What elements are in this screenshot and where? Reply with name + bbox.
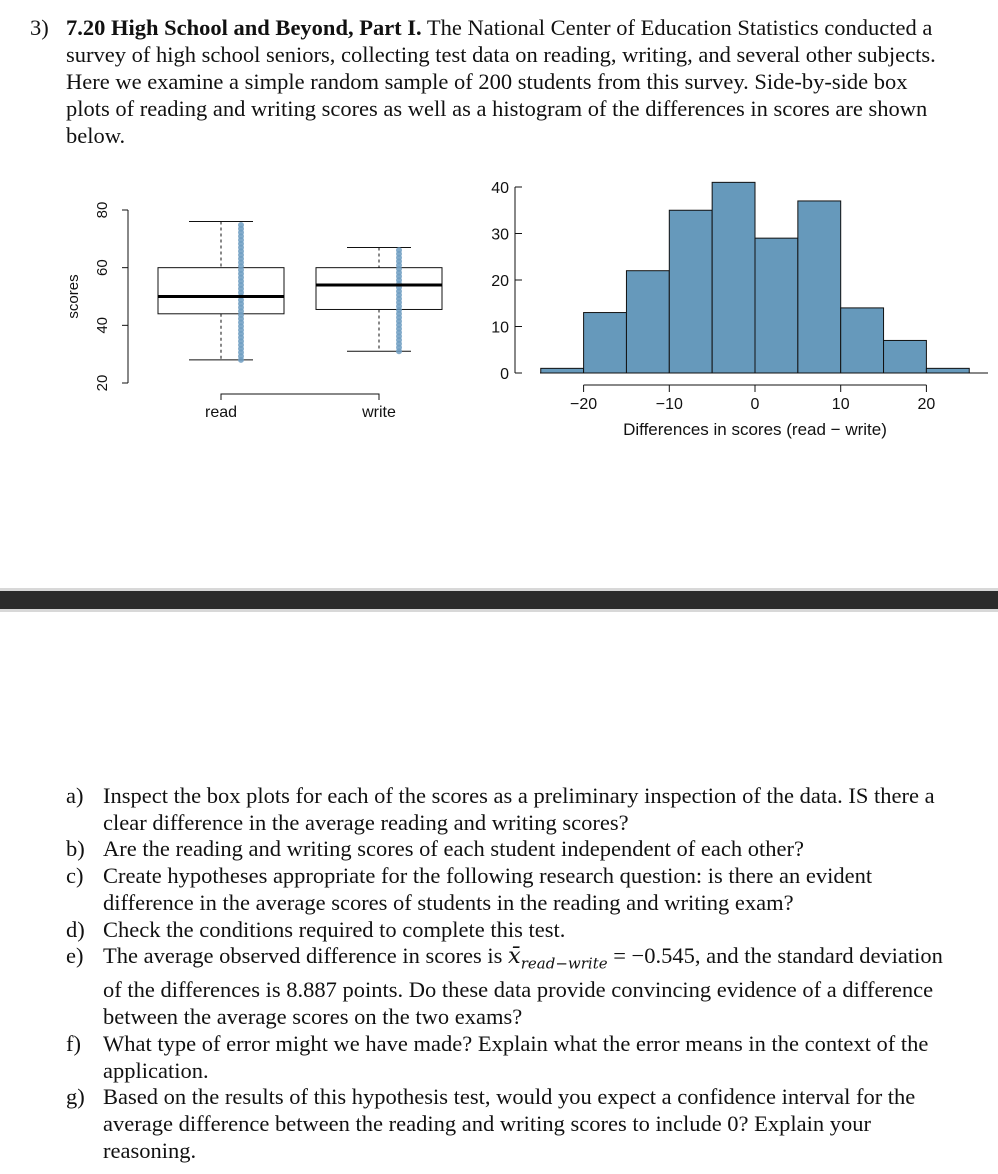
- hist-y-tick-label: 30: [491, 226, 509, 244]
- question-f: f) What type of error might we have made? Explain what the error means in the context of the application.: [66, 1030, 929, 1083]
- hist-bar: [884, 340, 927, 373]
- hist-x-tick-label: −10: [655, 396, 683, 413]
- y-tick-label: 80: [94, 201, 111, 219]
- hist-bar: [798, 201, 841, 373]
- hist-x-tick-label: 20: [917, 396, 936, 413]
- dark-divider-bar: [0, 588, 998, 612]
- y-tick-label: 60: [94, 259, 111, 277]
- hist-bar: [712, 182, 755, 373]
- read-category-label: read: [204, 404, 238, 421]
- x-axis-bracket: [221, 394, 379, 400]
- hist-bar: [584, 313, 627, 373]
- hist-bar: [926, 368, 969, 373]
- hist-y-tick-label: 0: [500, 366, 509, 383]
- question-b: b) Are the reading and writing scores of each student independent of each other?: [66, 836, 804, 862]
- read-box: [158, 268, 284, 314]
- question-e: e) The average observed difference in scores is $x̄_{read-write} = -0.545$, and the standard deviation of the differences is 8.887 points. Do these data provide convincing evidence of a difference between the average scores on the two exams?: [66, 943, 943, 1030]
- hist-x-tick-label: 10: [831, 396, 850, 413]
- figure: [0, 170, 998, 450]
- mean-diff-value: = −0.545,: [613, 943, 701, 969]
- write-data-dot: [396, 247, 402, 253]
- hist-bar: [669, 210, 712, 373]
- question-g: g) Based on the results of this hypothesis test, would you expect a confidence interval for the average difference between the reading and writing scores to include 0? Explain your reasoning.: [66, 1084, 916, 1163]
- problem-statement: [30, 14, 950, 149]
- hist-bar: [841, 308, 884, 373]
- question-a: a) Inspect the box plots for each of the scores as a preliminary inspection of the data. IS there a clear difference in the average reading and writing scores?: [66, 783, 935, 835]
- hist-y-tick-label: 10: [491, 319, 509, 337]
- hist-x-tick-label: −20: [570, 396, 598, 413]
- write-category-label: write: [362, 404, 396, 421]
- y-tick-label: 20: [94, 374, 111, 392]
- problem-number: 3): [30, 15, 49, 40]
- hist-x-tick-label: 0: [750, 396, 760, 413]
- question-c: c) Create hypotheses appropriate for the following research question: is there an evident difference in the average scores of students in the reading and writing exam?: [66, 863, 873, 915]
- y-axis-label: scores: [65, 274, 82, 319]
- read-data-dot: [238, 222, 244, 228]
- hist-bar: [541, 368, 584, 373]
- mean-diff-symbol: x̄: [508, 943, 521, 970]
- hist-y-tick-label: 20: [491, 273, 509, 290]
- question-list: [66, 783, 966, 1164]
- write-box: [316, 268, 442, 310]
- hist-x-axis-label: Differences in scores (read − write): [623, 420, 887, 439]
- mean-diff-subscript: read−write: [520, 954, 608, 973]
- problem-text: The National Center of Education Statistics conducted a survey of high school seniors, collecting test data on reading, writing, and several other subjects. Here we examine a simple random sample of 200 students from this survey. Side-by-side box plots of reading and writing scores as well as a histogram of the differences in scores are shown below.: [66, 15, 936, 148]
- histogram: [491, 180, 988, 439]
- y-tick-label: 40: [94, 316, 111, 334]
- box-plot: [65, 202, 442, 421]
- hist-bar: [626, 271, 669, 373]
- problem-title: 7.20 High School and Beyond, Part I.: [66, 15, 422, 40]
- question-d: d) Check the conditions required to complete this test.: [66, 916, 566, 942]
- hist-bar: [755, 238, 798, 373]
- hist-y-tick-label: 40: [491, 180, 509, 197]
